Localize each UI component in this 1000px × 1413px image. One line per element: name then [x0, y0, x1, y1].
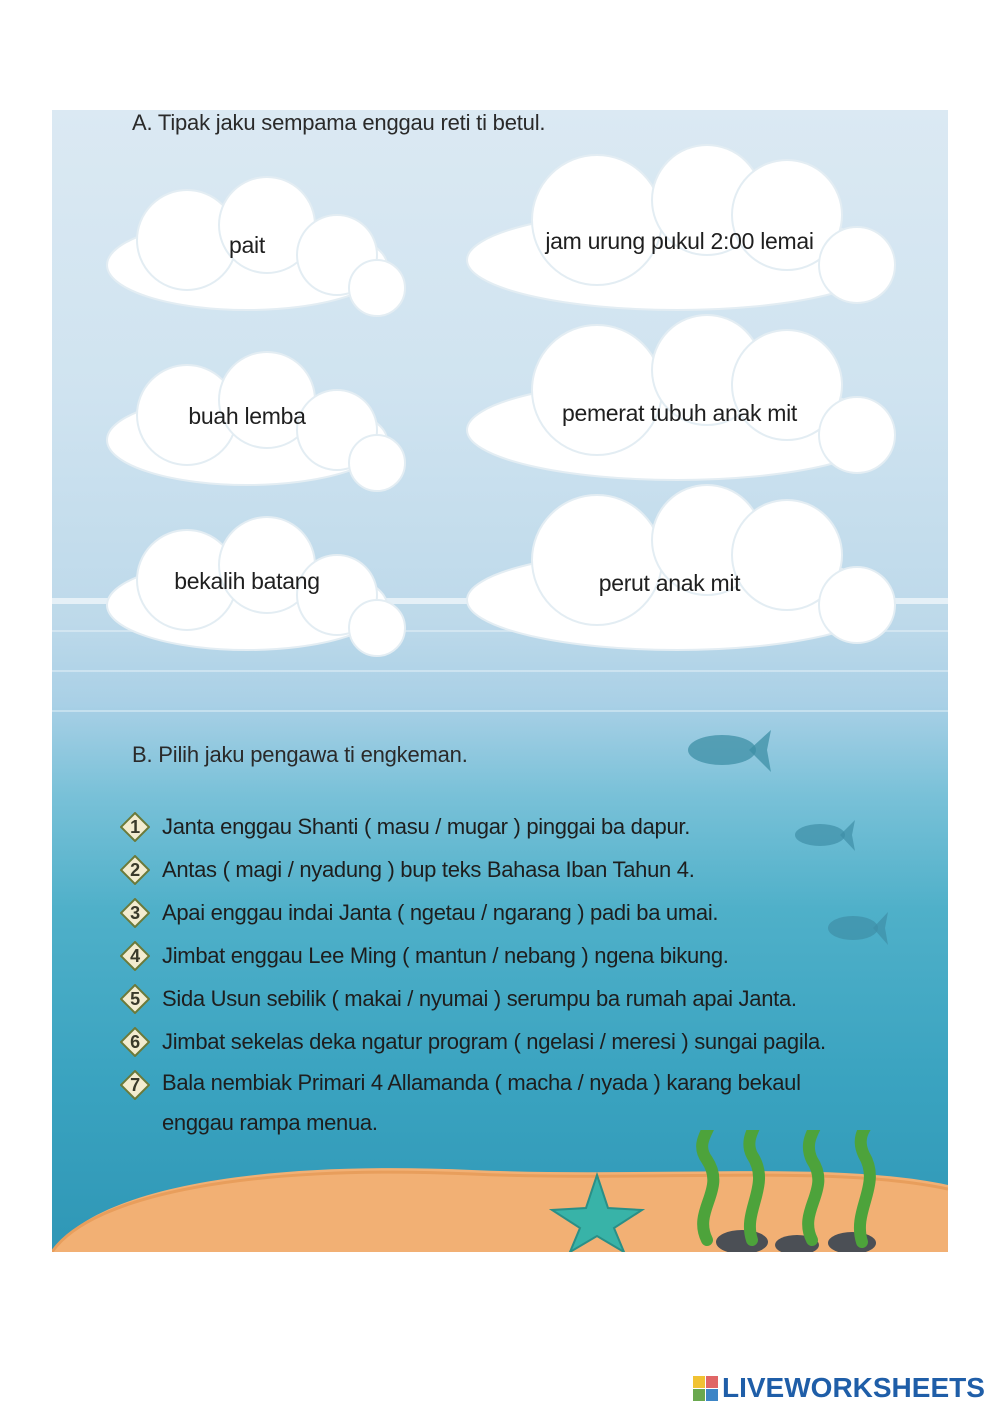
- cloud-right-2-label: pemerat tubuh anak mit: [561, 400, 798, 426]
- question-text: Apai enggau indai Janta ( ngetau / ngarang ) padi ba umai.: [162, 900, 719, 925]
- question-text: Bala nembiak Primari 4 Allamanda ( macha / nyada ) karang bekaul: [162, 1070, 801, 1095]
- wave-line: [52, 670, 948, 672]
- cloud-right-1-label: jam urung pukul 2:00 lemai: [545, 228, 814, 254]
- number-badge: 2: [120, 855, 150, 885]
- question-text-continued: enggau rampa menua.: [162, 1110, 378, 1135]
- watermark-text: LIVEWORKSHEETS: [722, 1372, 985, 1403]
- number-badge: 6: [120, 1027, 150, 1057]
- cloud-right-2[interactable]: [457, 310, 902, 495]
- list-item: [118, 805, 898, 848]
- cloud-left-3-label: bekalih batang: [174, 568, 320, 594]
- list-item: [118, 1020, 898, 1063]
- list-item: [118, 977, 898, 1020]
- number-badge: 7: [120, 1070, 150, 1100]
- worksheet-page: [52, 110, 948, 1252]
- fish-icon: [687, 720, 773, 780]
- section-a-heading: A. Tipak jaku sempama enggau reti ti betul.: [132, 110, 546, 135]
- list-item: [118, 848, 898, 891]
- liveworksheets-logo-icon: [693, 1376, 719, 1404]
- cloud-left-2[interactable]: [97, 345, 417, 495]
- list-item: [118, 891, 898, 934]
- cloud-right-3[interactable]: [457, 480, 902, 665]
- number-badge: 4: [120, 941, 150, 971]
- cloud-right-1[interactable]: [457, 140, 902, 325]
- section-b-heading: B. Pilih jaku pengawa ti engkeman.: [132, 742, 468, 767]
- sand-island-icon: [52, 1130, 948, 1252]
- cloud-left-1[interactable]: [97, 170, 417, 320]
- cloud-left-2-label: buah lemba: [188, 403, 306, 429]
- question-text: Jimbat enggau Lee Ming ( mantun / nebang ) ngena bikung.: [162, 943, 729, 968]
- cloud-left-3[interactable]: [97, 510, 417, 660]
- question-text: Janta enggau Shanti ( masu / mugar ) pinggai ba dapur.: [162, 814, 691, 839]
- number-badge: 5: [120, 984, 150, 1014]
- number-badge: 3: [120, 898, 150, 928]
- wave-line: [52, 710, 948, 712]
- question-list: [118, 805, 898, 1143]
- cloud-right-3-label: perut anak mit: [598, 570, 741, 596]
- question-text: Antas ( magi / nyadung ) bup teks Bahasa Iban Tahun 4.: [162, 857, 695, 882]
- cloud-left-1-label: pait: [229, 232, 265, 258]
- question-text: Sida Usun sebilik ( makai / nyumai ) serumpu ba rumah apai Janta.: [162, 986, 797, 1011]
- question-text: Jimbat sekelas deka ngatur program ( ngelasi / meresi ) sungai pagila.: [162, 1029, 826, 1054]
- number-badge: 1: [120, 812, 150, 842]
- list-item: [118, 934, 898, 977]
